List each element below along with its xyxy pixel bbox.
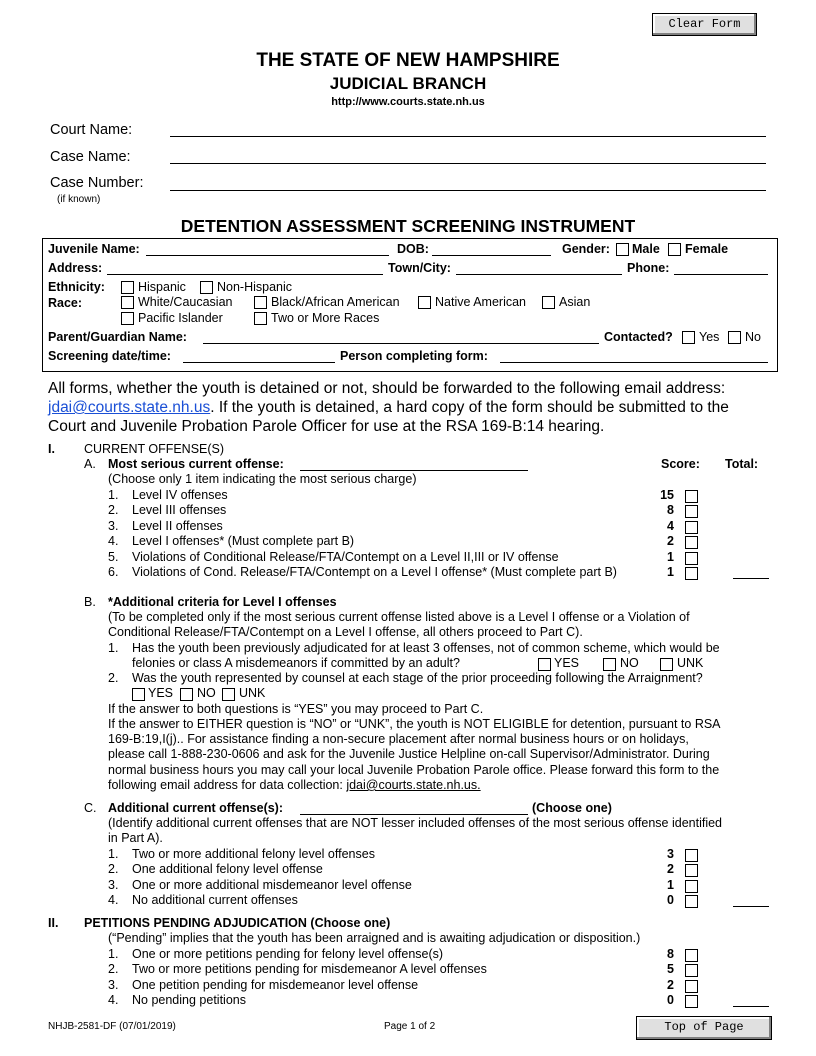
q1-unk-label: UNK — [677, 656, 704, 670]
asian-checkbox[interactable] — [542, 296, 555, 309]
part-a-item-number: 4. — [108, 534, 119, 549]
native-checkbox[interactable] — [418, 296, 431, 309]
form-title: DETENTION ASSESSMENT SCREENING INSTRUMENT — [180, 216, 636, 236]
section-2-item-score: 0 — [667, 993, 674, 1008]
male-checkbox[interactable] — [616, 243, 629, 256]
two-more-checkbox[interactable] — [254, 312, 267, 325]
gender-label: Gender: — [562, 242, 610, 256]
juvenile-name-field[interactable] — [146, 255, 389, 256]
q2-yes-checkbox[interactable] — [132, 688, 145, 701]
part-c-item-score: 2 — [667, 862, 674, 877]
part-a-item-text: Violations of Conditional Release/FTA/Contempt on a Level II,III or IV offense — [132, 549, 559, 564]
case-name-field[interactable] — [170, 163, 766, 164]
part-a-item-score: 8 — [667, 503, 674, 518]
part-a-item-checkbox[interactable] — [685, 490, 698, 503]
part-a-item-checkbox[interactable] — [685, 521, 698, 534]
contacted-no-checkbox[interactable] — [728, 331, 741, 344]
q1-unk-checkbox[interactable] — [660, 658, 673, 671]
section-2-item-number: 1. — [108, 947, 119, 961]
intro-line-2 — [48, 398, 778, 417]
q1-no-checkbox[interactable] — [603, 658, 616, 671]
asian-label: Asian — [559, 295, 591, 309]
section-2-item-text: Two or more petitions pending for misdemeanor A level offenses — [132, 962, 487, 977]
white-checkbox[interactable] — [121, 296, 134, 309]
section-2-item-score: 2 — [667, 977, 674, 992]
top-of-page-button[interactable]: Top of Page — [636, 1016, 772, 1040]
q2-no-checkbox[interactable] — [180, 688, 193, 701]
part-a-item-number: 3. — [108, 518, 119, 533]
phone-label: Phone: — [627, 261, 670, 275]
contacted-no-label: No — [745, 330, 761, 344]
part-a-total-field[interactable] — [733, 578, 769, 579]
part-b-after-2: If the answer to EITHER question is “NO” or “UNK”, the youth is NOT ELIGIBLE for detention, pursuant to RSA — [108, 717, 721, 731]
q1-number: 1. — [108, 641, 119, 655]
page-number: Page 1 of 2 — [384, 1021, 436, 1032]
q2-yes-label: YES — [148, 686, 174, 700]
q2-number: 2. — [108, 671, 119, 685]
part-c-item-text: No additional current offenses — [132, 893, 298, 908]
case-number-label: Case Number: — [50, 175, 144, 191]
part-c-item-score: 0 — [667, 893, 674, 908]
part-a-item-checkbox[interactable] — [685, 536, 698, 549]
section-1-number: I. — [48, 442, 55, 456]
part-c-item-checkbox[interactable] — [685, 864, 698, 877]
address-field[interactable] — [107, 274, 383, 275]
state-title: THE STATE OF NEW HAMPSHIRE — [256, 50, 560, 71]
part-a-item-number: 6. — [108, 565, 119, 579]
part-a-item-text: Level IV offenses — [132, 488, 228, 502]
part-c-note-1: (Identify additional current offenses that are NOT lesser included offenses of the most serious offense identified — [108, 816, 723, 830]
intro-line-1: All forms, whether the youth is detained or not, should be forwarded to the following email address: — [48, 380, 726, 397]
q1-text-b: felonies or class A misdemeanors if committed by an adult? — [132, 656, 460, 670]
black-checkbox[interactable] — [254, 296, 267, 309]
race-label: Race: — [48, 296, 83, 310]
section-2-item-number: 2. — [108, 962, 119, 977]
part-b-after-3: 169-B:19,I(j).. For assistance finding a non-secure placement after normal business hours or on holidays, — [108, 732, 689, 746]
part-c-letter: C. — [84, 801, 97, 815]
section-2-item-text: No pending petitions — [132, 993, 246, 1008]
section-2-item-number: 3. — [108, 977, 119, 992]
part-c-item-number: 3. — [108, 877, 119, 892]
section-2-title: PETITIONS PENDING ADJUDICATION (Choose one) — [84, 916, 391, 930]
part-c-item-score: 1 — [667, 877, 674, 892]
female-label: Female — [685, 242, 729, 256]
section-2-item-checkbox[interactable] — [685, 964, 698, 977]
part-c-item-number: 1. — [108, 847, 119, 861]
part-b-email-link[interactable]: jdai@courts.state.nh.us. — [346, 778, 481, 792]
part-b-line-2: Conditional Release/FTA/Contempt on a Level I offense, all others proceed to Part C). — [108, 625, 583, 639]
part-c-item-score: 3 — [667, 847, 674, 861]
part-c-offense-field[interactable] — [300, 814, 528, 815]
section-2-item-text: One petition pending for misdemeanor level offense — [132, 977, 419, 992]
part-c-choose: (Choose one) — [532, 801, 612, 815]
pacific-label: Pacific Islander — [138, 311, 223, 325]
section-2-item-score: 5 — [667, 962, 674, 977]
total-header: Total: — [725, 457, 759, 471]
q2-unk-checkbox[interactable] — [222, 688, 235, 701]
screening-label: Screening date/time: — [48, 349, 171, 363]
part-a-item-score: 15 — [660, 488, 674, 502]
white-label: White/Caucasian — [138, 295, 233, 309]
part-a-item-score: 4 — [667, 518, 674, 533]
section-2-note: (“Pending” implies that the youth has been arraigned and is awaiting adjudication or disposition.) — [108, 931, 641, 945]
part-c-total-field[interactable] — [733, 906, 769, 907]
parent-label: Parent/Guardian Name: — [48, 330, 187, 344]
part-a-item-score: 2 — [667, 534, 674, 549]
part-a-item-checkbox[interactable] — [685, 552, 698, 565]
part-c-note-2: in Part A). — [108, 831, 163, 845]
court-url: http://www.courts.state.nh.us — [331, 96, 485, 108]
q1-yes-checkbox[interactable] — [538, 658, 551, 671]
case-name-label: Case Name: — [50, 149, 131, 165]
form-id: NHJB-2581-DF (07/01/2019) — [48, 1021, 176, 1032]
section-1-title: CURRENT OFFENSE(S) — [84, 442, 225, 456]
part-a-item-checkbox[interactable] — [685, 505, 698, 518]
court-name-label: Court Name: — [50, 122, 133, 138]
screening-field[interactable] — [183, 362, 335, 363]
part-c-item-text: Two or more additional felony level offenses — [132, 847, 375, 861]
town-label: Town/City: — [388, 261, 451, 275]
q2-text: Was the youth represented by counsel at each stage of the prior proceeding following the Arraignment? — [132, 671, 703, 685]
part-a-item-text: Level I offenses* (Must complete part B) — [132, 534, 355, 549]
part-a-item-score: 1 — [667, 565, 674, 579]
section-2-item-checkbox[interactable] — [685, 995, 698, 1008]
section-2-total-field[interactable] — [733, 1006, 769, 1007]
part-b-last-text: following email address for data collection: — [108, 778, 347, 792]
hispanic-label: Hispanic — [138, 280, 186, 294]
part-b-title: *Additional criteria for Level I offenses — [108, 595, 337, 609]
native-label: Native American — [435, 295, 527, 309]
q1-text-a: Has the youth been previously adjudicated for at least 3 offenses, not of common scheme, which would be — [132, 641, 720, 655]
part-b-after-1: If the answer to both questions is “YES” you may proceed to Part C. — [108, 702, 484, 716]
part-a-item-checkbox[interactable] — [685, 567, 698, 580]
part-c-title: Additional current offense(s): — [108, 801, 284, 815]
part-a-item-score: 1 — [667, 549, 674, 564]
town-field[interactable] — [456, 274, 622, 275]
part-c-item-number: 4. — [108, 893, 119, 908]
part-b-after-4: please call 1-888-230-0606 and ask for the Juvenile Justice Helpline on-call Supervisor/Administrator. During — [108, 747, 710, 761]
part-c-item-text: One or more additional misdemeanor level offense — [132, 877, 412, 892]
part-c-item-checkbox[interactable] — [685, 880, 698, 893]
address-label: Address: — [48, 261, 103, 275]
part-a-item-number: 5. — [108, 549, 119, 564]
section-2-item-score: 8 — [667, 947, 674, 961]
part-b-after-5: normal business hours you may call your local Juvenile Probation Parole office. Please forward this form to the — [108, 763, 720, 777]
dob-field[interactable] — [432, 255, 551, 256]
ethnicity-label: Ethnicity: — [48, 280, 105, 294]
q1-yes-label: YES — [554, 656, 580, 670]
part-a-title: Most serious current offense: — [108, 457, 284, 471]
intro-line-2-text: . If the youth is detained, a hard copy of the form should be submitted to the — [210, 399, 729, 416]
parent-field[interactable] — [203, 343, 599, 344]
non-hispanic-label: Non-Hispanic — [217, 280, 293, 294]
male-label: Male — [632, 242, 660, 256]
female-checkbox[interactable] — [668, 243, 681, 256]
part-a-offense-field[interactable] — [300, 470, 528, 471]
section-2-item-checkbox[interactable] — [685, 949, 698, 962]
contacted-yes-checkbox[interactable] — [682, 331, 695, 344]
hispanic-checkbox[interactable] — [121, 281, 134, 294]
intro-email-link[interactable]: jdai@courts.state.nh.us — [48, 399, 211, 416]
juvenile-name-label: Juvenile Name: — [48, 242, 140, 256]
part-a-note: (Choose only 1 item indicating the most serious charge) — [108, 472, 417, 486]
intro-line-3: Court and Juvenile Probation Parole Officer for use at the RSA 169-B:14 hearing. — [48, 418, 605, 435]
q1-no-label: NO — [620, 656, 639, 670]
two-more-label: Two or More Races — [271, 311, 380, 325]
part-b-line-1: (To be completed only if the most serious current offense listed above is a Level I offense or a Violation of — [108, 610, 690, 624]
score-header: Score: — [661, 457, 700, 471]
clear-form-button[interactable]: Clear Form — [652, 13, 757, 36]
part-a-item-number: 1. — [108, 488, 119, 502]
part-c-item-checkbox[interactable] — [685, 895, 698, 908]
section-2-item-number: 4. — [108, 993, 119, 1008]
person-field[interactable] — [500, 362, 768, 363]
black-label: Black/African American — [271, 295, 400, 309]
contacted-label: Contacted? — [604, 330, 673, 344]
case-number-field[interactable] — [170, 190, 766, 191]
branch-title: JUDICIAL BRANCH — [329, 74, 487, 93]
part-a-letter: A. — [84, 457, 96, 471]
part-a-item-text: Violations of Cond. Release/FTA/Contempt on a Level I offense* (Must complete part B) — [132, 565, 617, 579]
part-c-item-text: One additional felony level offense — [132, 862, 323, 877]
part-c-item-checkbox[interactable] — [685, 849, 698, 862]
part-c-item-number: 2. — [108, 862, 119, 877]
q2-no-label: NO — [197, 686, 216, 700]
contacted-yes-label: Yes — [699, 330, 720, 344]
section-2-item-text: One or more petitions pending for felony level offense(s) — [132, 947, 444, 961]
part-b-letter: B. — [84, 595, 96, 609]
q2-unk-label: UNK — [239, 686, 266, 700]
part-a-item-text: Level II offenses — [132, 518, 223, 533]
intro-paragraph — [48, 379, 778, 436]
part-a-item-number: 2. — [108, 503, 119, 518]
non-hispanic-checkbox[interactable] — [200, 281, 213, 294]
court-name-field[interactable] — [170, 136, 766, 137]
if-known-note: (if known) — [57, 194, 101, 205]
part-a-item-text: Level III offenses — [132, 503, 227, 518]
person-label: Person completing form: — [340, 349, 488, 363]
phone-field[interactable] — [674, 274, 768, 275]
part-b-after-6 — [108, 778, 481, 792]
dob-label: DOB: — [397, 242, 429, 256]
section-2-item-checkbox[interactable] — [685, 980, 698, 993]
section-2-number: II. — [48, 916, 59, 930]
pacific-checkbox[interactable] — [121, 312, 134, 325]
